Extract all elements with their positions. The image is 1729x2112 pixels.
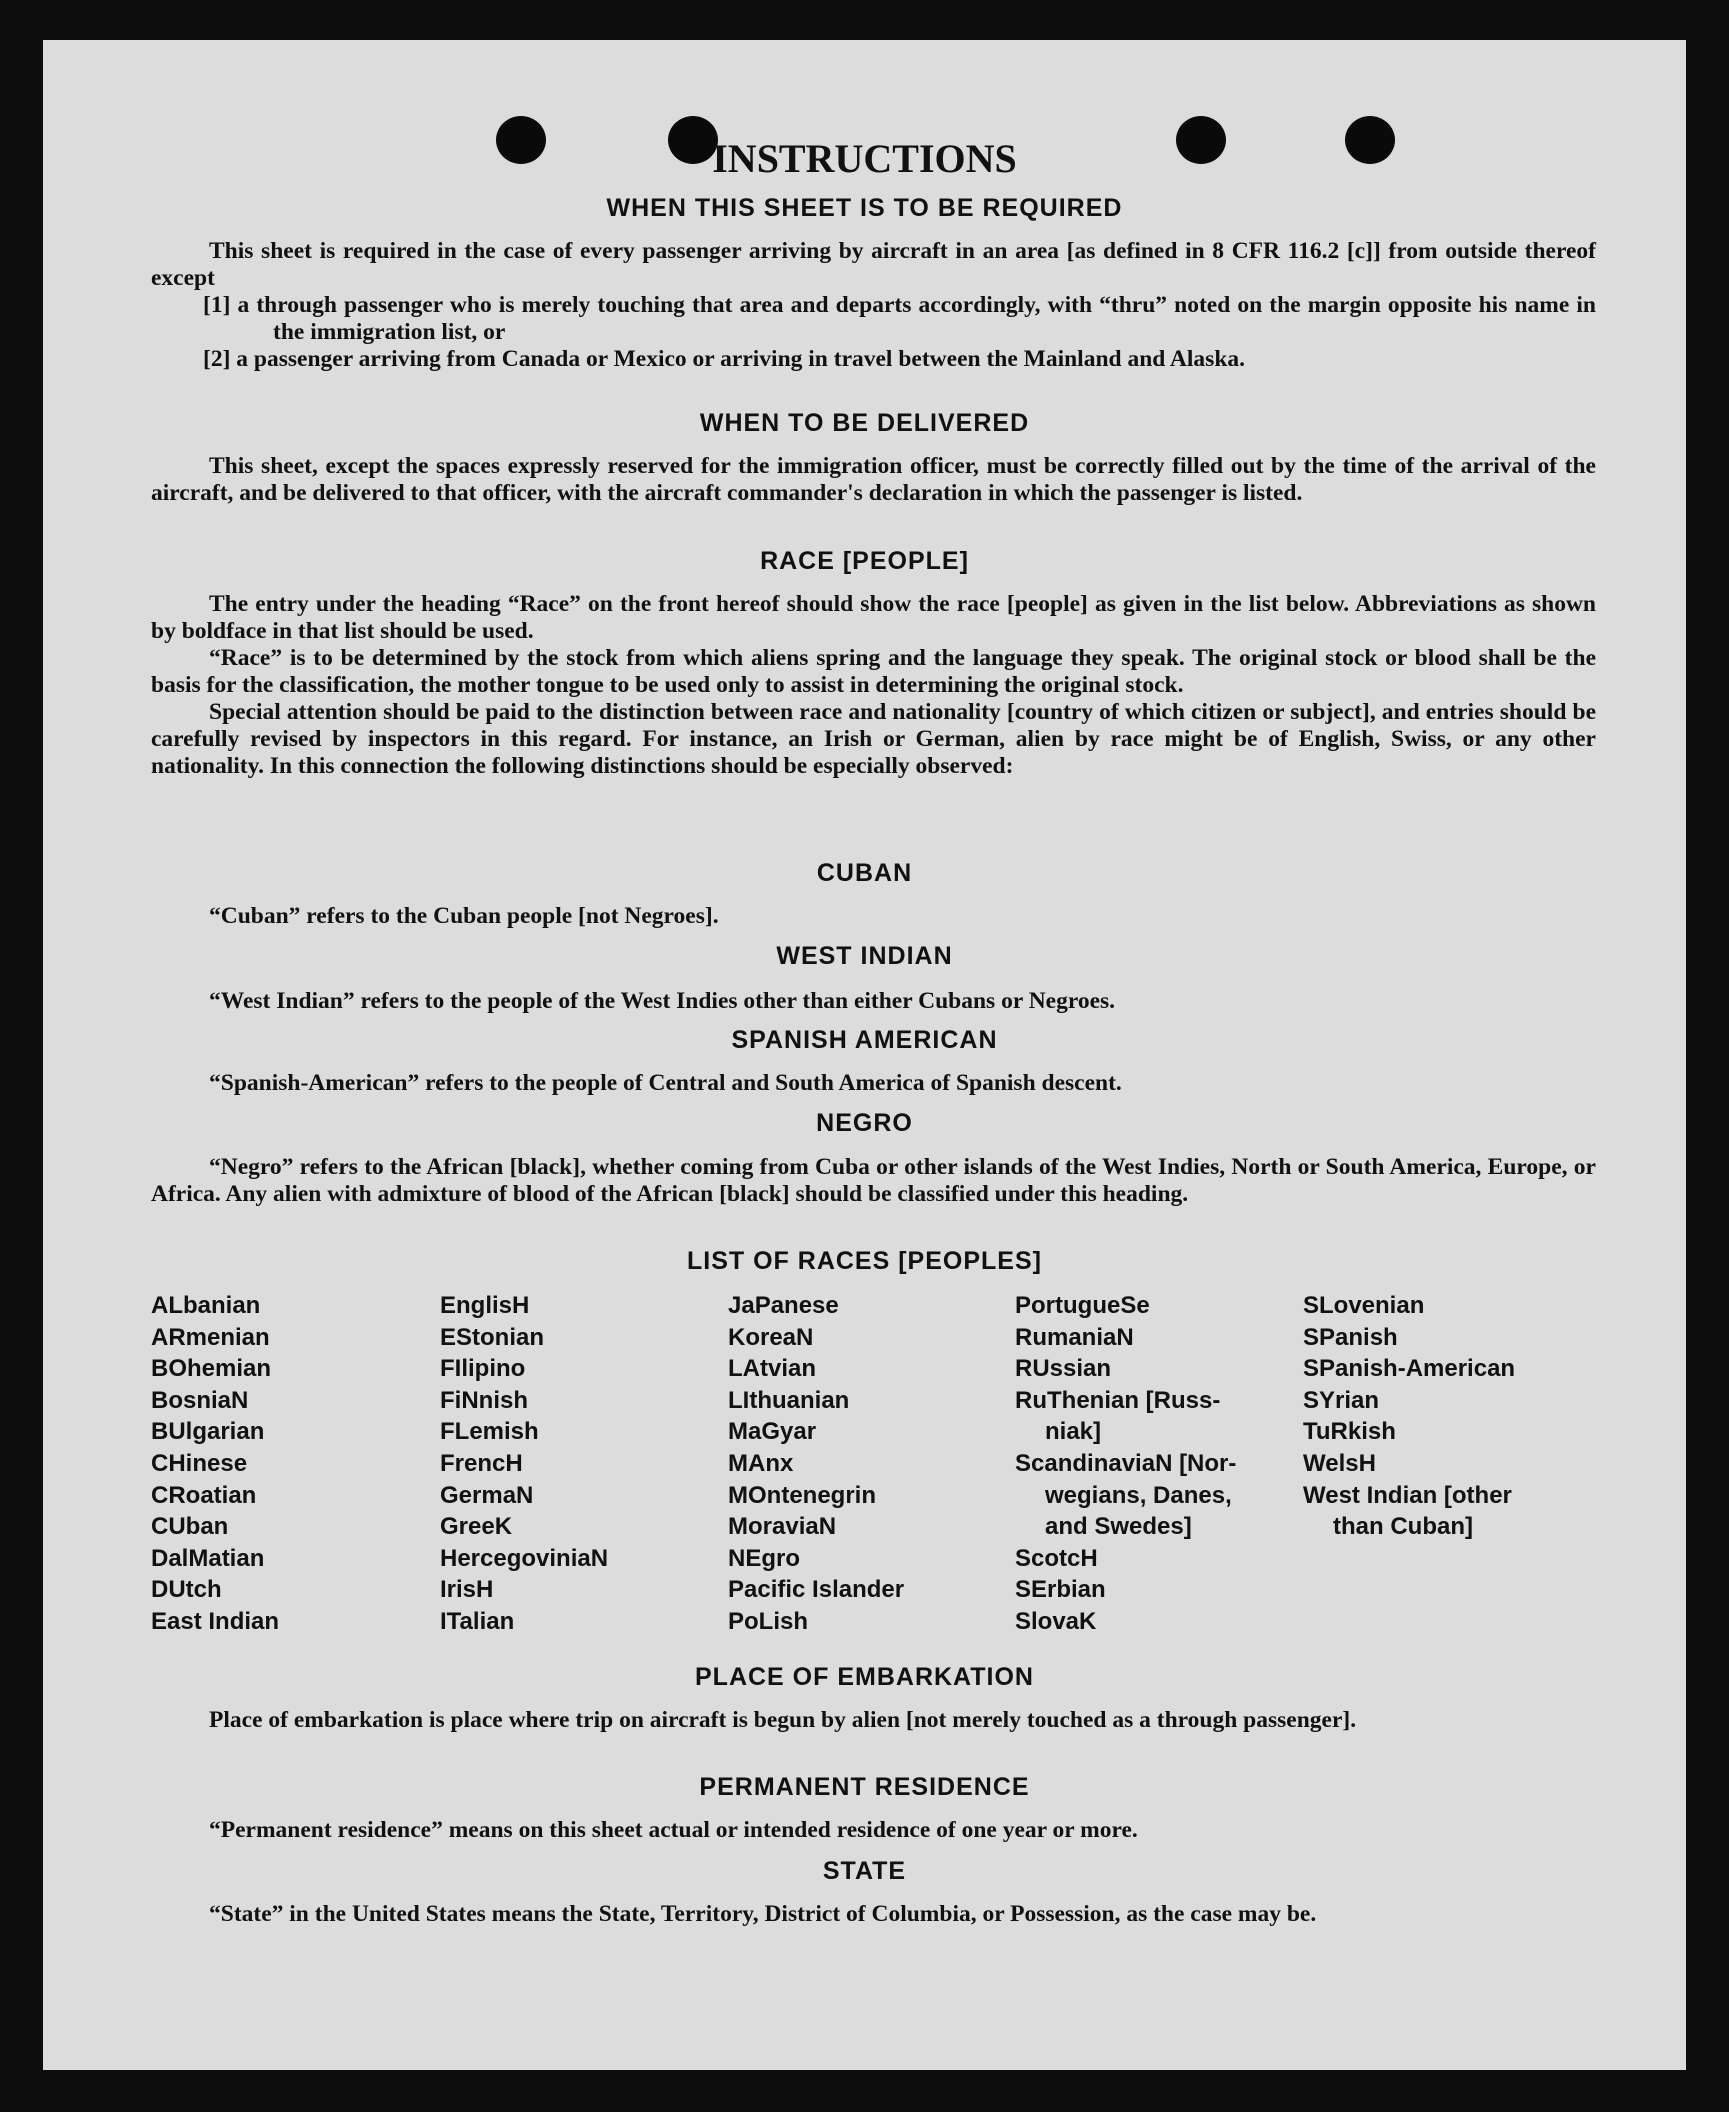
race-entry: IrisH bbox=[440, 1576, 494, 1604]
race-entry: FiNnish bbox=[440, 1386, 528, 1414]
heading-state: STATE bbox=[822, 1857, 907, 1885]
race-entry: SlovaK bbox=[1015, 1607, 1097, 1635]
race-entry: SLovenian bbox=[1303, 1292, 1425, 1319]
heading-when-required: WHEN THIS SHEET IS TO BE REQUIRED bbox=[606, 194, 1123, 222]
race-entry: BUlgarian bbox=[151, 1418, 265, 1446]
paragraph: “Race” is to be determined by the stock from which aliens spring and the language they speak. The original stock or blood shall be the basis for the classification, the mother tongue to be used only to assist in determining the original stock. bbox=[151, 645, 1596, 698]
heading-embarkation: PLACE OF EMBARKATION bbox=[695, 1663, 1034, 1691]
heading-negro: NEGRO bbox=[816, 1109, 913, 1137]
heading-spanish-american: SPANISH AMERICAN bbox=[731, 1026, 998, 1054]
paragraph: “Permanent residence” means on this sheet actual or intended residence of one year or more. bbox=[209, 1817, 1138, 1843]
race-entry: ALbanian bbox=[151, 1292, 261, 1319]
race-entry: NEgro bbox=[728, 1544, 800, 1572]
race-entry: SErbian bbox=[1015, 1576, 1106, 1604]
race-entry: BOhemian bbox=[151, 1355, 272, 1383]
race-entry: ARmenian bbox=[151, 1323, 270, 1351]
race-entry: GermaN bbox=[440, 1481, 534, 1509]
race-entry: ITalian bbox=[440, 1607, 515, 1635]
race-entry: FrencH bbox=[440, 1449, 523, 1477]
heading-west-indian: WEST INDIAN bbox=[776, 942, 953, 970]
race-entry: SPanish-American bbox=[1303, 1355, 1516, 1383]
race-entry: LIthuanian bbox=[728, 1386, 850, 1414]
race-entry: CHinese bbox=[151, 1449, 248, 1477]
race-entry: West Indian [other than Cuban] bbox=[1303, 1481, 1512, 1541]
race-entry: LAtvian bbox=[728, 1355, 817, 1383]
race-entry: GreeK bbox=[440, 1513, 513, 1541]
list-item: [1] a through passenger who is merely touching that area and departs accordingly, with “thru” noted on the margin opposite his name in the immigration list, or bbox=[203, 292, 1596, 345]
paragraph: “State” in the United States means the State, Territory, District of Columbia, or Possession, as the case may be. bbox=[209, 1901, 1317, 1927]
race-entry: ScotcH bbox=[1015, 1544, 1098, 1572]
race-entry: MOntenegrin bbox=[728, 1481, 876, 1509]
race-entry: EStonian bbox=[440, 1323, 545, 1351]
races-column bbox=[1015, 1290, 1236, 1638]
races-column bbox=[151, 1290, 279, 1638]
races-column bbox=[728, 1290, 904, 1638]
race-entry: CUban bbox=[151, 1513, 229, 1541]
heading-residence: PERMANENT RESIDENCE bbox=[699, 1773, 1030, 1801]
race-entry: SPanish bbox=[1303, 1323, 1398, 1351]
paragraph: “Spanish-American” refers to the people of Central and South America of Spanish descent. bbox=[209, 1070, 1122, 1096]
paragraph: This sheet, except the spaces expressly reserved for the immigration officer, must be correctly filled out by the time of the arrival of the aircraft, and be delivered to that officer, with the aircraft commander's declaration in which the passenger is listed. bbox=[151, 453, 1596, 506]
race-entry: KoreaN bbox=[728, 1323, 814, 1351]
race-entry: FIlipino bbox=[440, 1355, 526, 1383]
race-entry: Pacific Islander bbox=[728, 1576, 905, 1604]
race-entry: JaPanese bbox=[728, 1292, 839, 1319]
race-entry: RumaniaN bbox=[1015, 1323, 1134, 1351]
races-column bbox=[440, 1290, 608, 1638]
paragraph: The entry under the heading “Race” on the front hereof should show the race [people] as given in the list below. Abbreviations as shown by boldface in that list should be used. bbox=[151, 591, 1596, 644]
races-column bbox=[1303, 1290, 1515, 1543]
paragraph: Special attention should be paid to the distinction between race and nationality [country of which citizen or subject], and entries should be carefully revised by inspectors in this regard. For instance, an Irish or German, alien by race might be of English, Swiss, or any other nationality. In this connection the following distinctions should be especially observed: bbox=[151, 699, 1596, 779]
paragraph: “West Indian” refers to the people of the West Indies other than either Cubans or Negroes. bbox=[209, 988, 1116, 1014]
section-when-required bbox=[151, 238, 1596, 373]
race-entry: BosniaN bbox=[151, 1386, 249, 1414]
race-entry: WelsH bbox=[1303, 1449, 1376, 1477]
race-entry: PortugueSe bbox=[1015, 1292, 1150, 1319]
race-entry: MoraviaN bbox=[728, 1513, 837, 1541]
race-entry: MaGyar bbox=[728, 1418, 817, 1446]
race-entry: SYrian bbox=[1303, 1386, 1380, 1414]
race-entry: FLemish bbox=[440, 1418, 539, 1446]
race-entry: DUtch bbox=[151, 1576, 222, 1604]
heading-when-delivered: WHEN TO BE DELIVERED bbox=[699, 409, 1030, 437]
race-entry: CRoatian bbox=[151, 1481, 257, 1509]
race-entry: East Indian bbox=[151, 1607, 280, 1635]
page-title: INSTRUCTIONS bbox=[712, 136, 1017, 181]
race-entry: DalMatian bbox=[151, 1544, 265, 1572]
race-entry: EnglisH bbox=[440, 1292, 530, 1319]
paragraph: “Negro” refers to the African [black], whether coming from Cuba or other islands of the West Indies, North or South America, Europe, or Africa. Any alien with admixture of blood of the African [black] should be classified under this heading. bbox=[151, 1154, 1596, 1207]
race-entry: RuThenian [Russ- niak] bbox=[1015, 1386, 1221, 1446]
heading-cuban: CUBAN bbox=[816, 859, 913, 887]
section-race bbox=[151, 591, 1596, 780]
heading-race: RACE [PEOPLE] bbox=[760, 547, 969, 575]
race-entry: ScandinaviaN [Nor- wegians, Danes, and Swedes] bbox=[1015, 1449, 1237, 1541]
race-entry: TuRkish bbox=[1303, 1418, 1396, 1446]
list-item: [2] a passenger arriving from Canada or Mexico or arriving in travel between the Mainland and Alaska. bbox=[203, 346, 1246, 372]
heading-list-of-races: LIST OF RACES [PEOPLES] bbox=[687, 1247, 1042, 1275]
paragraph: This sheet is required in the case of every passenger arriving by aircraft in an area [as defined in 8 CFR 116.2 [c]] from outside thereof except bbox=[151, 238, 1596, 291]
race-entry: PoLish bbox=[728, 1607, 809, 1635]
race-entry: RUssian bbox=[1015, 1355, 1112, 1383]
paragraph: “Cuban” refers to the Cuban people [not Negroes]. bbox=[209, 903, 719, 929]
race-entry: HercegoviniaN bbox=[440, 1544, 609, 1572]
paragraph: Place of embarkation is place where trip on aircraft is begun by alien [not merely touched as a through passenger]. bbox=[209, 1707, 1357, 1733]
race-entry: MAnx bbox=[728, 1449, 794, 1477]
